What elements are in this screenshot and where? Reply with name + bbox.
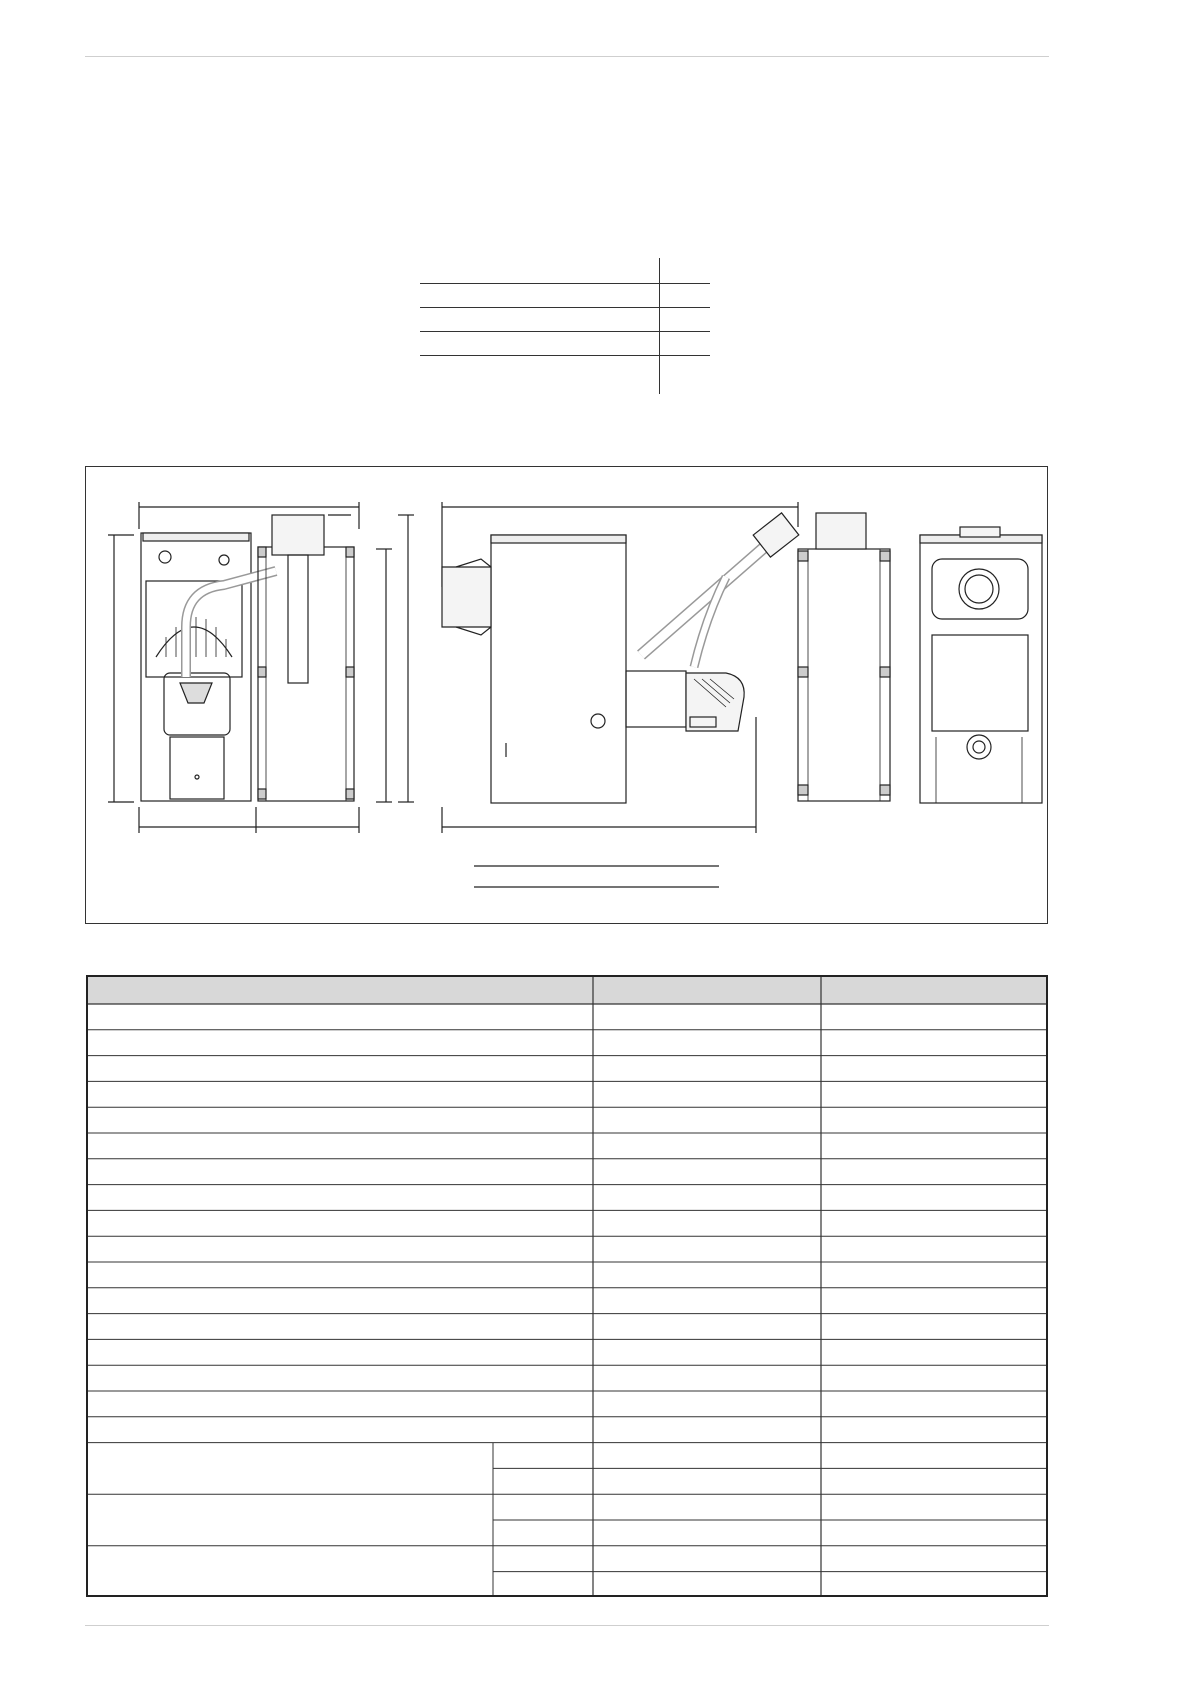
side-view	[442, 502, 799, 833]
key-table-row-line	[420, 331, 710, 332]
rear-view	[798, 513, 1042, 803]
boiler-dimension-drawing	[85, 466, 1048, 924]
key-table-row-line	[420, 283, 710, 284]
key-table-row-line	[420, 355, 710, 356]
header-rule	[85, 56, 1049, 57]
table-header-row	[88, 977, 1046, 1004]
boiler-drawing-svg	[86, 467, 1049, 925]
front-view	[108, 502, 414, 833]
key-table-divider	[659, 258, 660, 394]
dimension-key-table	[420, 258, 710, 394]
spec-table-grid	[88, 977, 1046, 1595]
footer-rule	[85, 1625, 1049, 1626]
technical-data-table	[86, 975, 1048, 1597]
key-table-row-line	[420, 307, 710, 308]
